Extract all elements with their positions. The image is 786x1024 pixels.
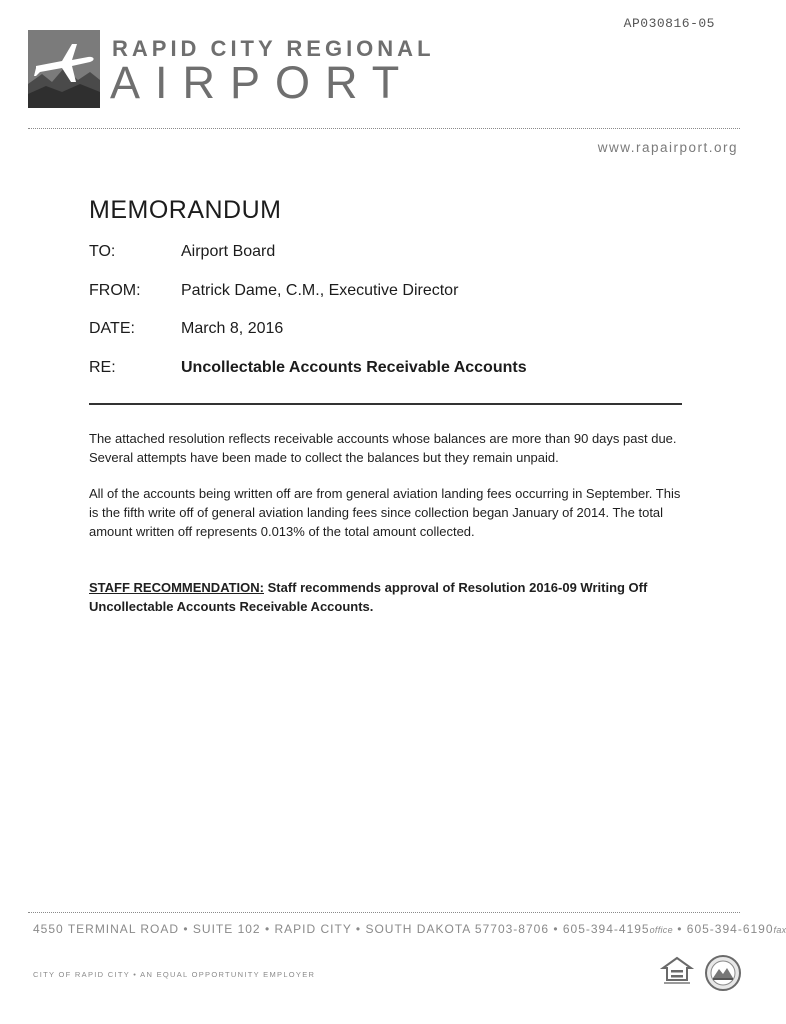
body-paragraph-2: All of the accounts being written off are from general aviation landing fees occurring in September. This is the fifth write off of general aviation landing fees since collection began January of 2014. The total amount written off represents 0.013% of the total amount collected. — [89, 486, 681, 539]
document-id: AP030816-05 — [623, 16, 715, 31]
memo-title: MEMORANDUM — [89, 196, 282, 224]
footer-employer: CITY OF RAPID CITY • AN EQUAL OPPORTUNITY EMPLOYER — [33, 970, 316, 979]
footer-fax-number: 605-394-6190 — [686, 922, 774, 936]
footer-fax-label: fax — [773, 925, 786, 935]
airplane-logo-icon — [28, 30, 100, 108]
footer-separator: • — [672, 922, 687, 936]
website-url: www.rapairport.org — [597, 140, 738, 155]
city-seal-icon — [704, 954, 742, 992]
equal-housing-opportunity-icon — [660, 956, 694, 986]
date-value: March 8, 2016 — [181, 320, 284, 337]
re-label: RE: — [89, 359, 116, 376]
to-value: Airport Board — [181, 243, 276, 260]
logo-text-line1: RAPID CITY REGIONAL — [112, 36, 435, 61]
from-label: FROM: — [89, 282, 141, 299]
footer-office-label: office — [649, 925, 673, 935]
footer-divider — [28, 912, 740, 913]
re-value: Uncollectable Accounts Receivable Accounts — [181, 359, 527, 376]
staff-recommendation-text: Staff recommends approval of Resolution 2016-09 Writing Off Uncollectable Accounts Receivable Accounts. — [89, 580, 648, 614]
to-label: TO: — [89, 243, 116, 260]
airport-logo — [28, 30, 435, 112]
header-divider — [28, 128, 740, 129]
from-value: Patrick Dame, C.M., Executive Director — [181, 282, 459, 299]
staff-recommendation-label: STAFF RECOMMENDATION: — [89, 580, 264, 595]
staff-recommendation — [89, 578, 689, 616]
logo-text-line2: AIRPORT — [110, 57, 415, 108]
body-paragraph-1: The attached resolution reflects receivable accounts whose balances are more than 90 days past due. Several attempts have been made to collect the balances but they remain unpaid. — [89, 431, 677, 465]
date-label: DATE: — [89, 320, 135, 337]
footer-address — [33, 922, 786, 936]
memo-divider — [89, 403, 682, 405]
footer-address-text: 4550 TERMINAL ROAD • SUITE 102 • RAPID CITY • SOUTH DAKOTA 57703-8706 • 605-394-4195 — [33, 922, 650, 936]
